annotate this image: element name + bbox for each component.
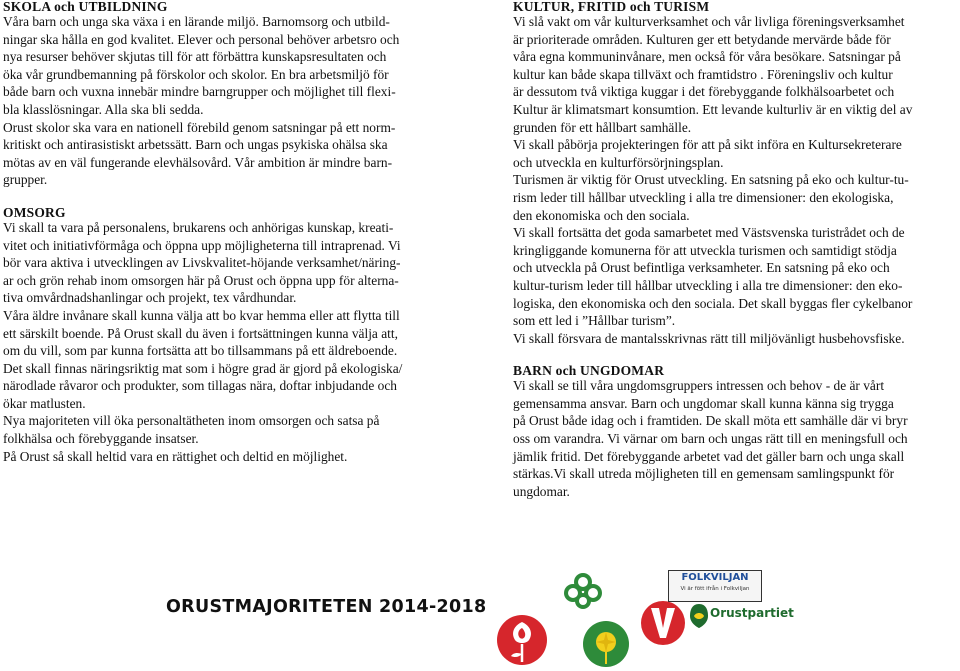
text-line: Vi skall försvara de mantalsskrivnas rätt till miljövänligt husbehovsfiske. [513, 330, 905, 346]
section-title-barn: BARN och UNGDOMAR [513, 363, 665, 379]
text-line: Våra barn och unga ska växa i en lärande miljö. Barnomsorg och utbild- [3, 14, 390, 29]
text-line: logiska, den ekonomiska och den sociala. Det skall byggas fler cykelbanor [513, 295, 913, 311]
text-line: Våra äldre invånare skall kunna välja att bo kvar hemma eller att flytta till [3, 307, 400, 323]
folkviljan-name: FOLKVILJAN [681, 572, 749, 583]
text-line: Vi skall ta vara på personalens, brukarens och anhörigas kunskap, kreati- [3, 219, 394, 235]
footer-title: ORUSTMAJORITETEN 2014-2018 [166, 597, 487, 617]
section-body-barn [513, 377, 958, 500]
text-line: På Orust så skall heltid vara en rättighet och deltid en möjlighet. [3, 448, 348, 464]
text-line: Vi skall påbörja projekteringen för att på sikt införa en Kultursekreterare [513, 137, 902, 153]
orustpartiet-emblem-icon [688, 602, 710, 630]
text-line: både barn och vuxna innebär mindre barngrupper och möjlighet till flexi- [3, 84, 396, 100]
text-line: jämlik fritid. Det förebyggande arbetet vad det gäller barn och unga skall [513, 448, 905, 464]
text-line: öka vår grundbemanning på förskolor och skolor. En bra arbetsmiljö för [3, 66, 389, 82]
text-line: stärkas.Vi skall utreda möjligheten till en gemensam samlingspunkt för [513, 466, 895, 482]
text-line: kringliggande komunerna för att utveckla turismen och samtidigt stödja [513, 242, 897, 258]
text-line: grunden för ett hållbart samhälle. [513, 119, 692, 135]
clover-logo [560, 568, 606, 614]
section-title-kultur: KULTUR, FRITID och TURISM [513, 0, 710, 14]
v-logo [640, 598, 686, 648]
orustpartiet-name: Orustpartiet [710, 606, 794, 620]
text-line: Vi skall se till våra ungdomsgruppers intressen och behov - de är vårt [513, 378, 885, 394]
text-line: Det skall finnas näringsriktig mat som i högre grad är gjord på ekologiska/ [3, 360, 403, 376]
text-line: folkhälsa och förebyggande insatser. [3, 431, 199, 447]
text-line: Kultur är klimatsmart konsumtion. Ett levande kulturliv är en viktig del av [513, 101, 913, 117]
text-line: rism leder till hållbar utveckling i alla tre dimensioner: den ekologiska, [513, 189, 894, 205]
orustpartiet-logo [688, 600, 794, 632]
text-line: ökar matlusten. [3, 395, 86, 411]
text-line: ar och grön rehab inom omsorgen här på Orust och öppna upp för alterna- [3, 272, 399, 288]
text-line: mötas av en väl fungerande elevhälsovård. Vår ambition är mindre barn- [3, 154, 393, 170]
text-line: ningar ska hålla en god kvalitet. Elever och personal behöver arbetsro och [3, 31, 400, 47]
text-line: på Orust både idag och i framtiden. De skall möta ett samhälle där vi bryr [513, 413, 908, 429]
section-body-kultur [513, 13, 958, 347]
text-line: kultur kan både skapa tillväxt och framtidstro . Föreningsliv och kultur [513, 66, 893, 82]
text-line: grupper. [3, 172, 48, 188]
text-line: gemensamma ansvar. Barn och ungdomar skall kunna känna sig trygga [513, 395, 894, 411]
text-line: och utveckla en kulturförsörjningsplan. [513, 154, 724, 170]
text-line: vitet och initiativförmåga och öppna upp möjligheterna till intraprenad. Vi [3, 237, 401, 253]
text-line: och utveckla på Orust befintliga verksamheter. En satsning på eko och [513, 260, 890, 276]
text-line: Vi skall fortsätta det goda samarbetet med Västsvenska turistrådet och de [513, 225, 905, 241]
text-line: våra egna kommuninvånare, men också för våra besökare. Satsningar på [513, 49, 901, 65]
text-line: Turismen är viktig för Orust utveckling. En satsning på eko och kultur-tu- [513, 172, 909, 188]
text-line: bla klasslösningar. Alla ska bli sedda. [3, 101, 204, 117]
text-line: är dessutom två viktiga kuggar i det förebyggande folkhälsoarbetet och [513, 84, 895, 100]
text-line: närodlade råvaror och produkter, som tillagas nära, doftar inbjudande och [3, 378, 397, 394]
text-line: om du vill, som par kunna fortsätta att bo tillsammans på ett äldreboende. [3, 343, 398, 359]
rose-logo [493, 612, 551, 667]
text-line: är prioriterade områden. Kulturen ger ett betydande mervärde både för [513, 31, 891, 47]
section-body-omsorg [3, 219, 450, 465]
text-line: kritiskt och antirasistiskt arbetssätt. Barn och ungas psykiska ohälsa ska [3, 137, 388, 153]
section-body-skola [3, 13, 450, 189]
text-line: den ekonomiska och den sociala. [513, 207, 690, 223]
spacer [513, 347, 958, 364]
dandelion-logo [577, 618, 635, 668]
text-line: nya resurser behöver skjutas till för att förbättra kunskapsresultaten och [3, 49, 387, 65]
spacer [3, 189, 450, 206]
section-title-skola: SKOLA och UTBILDNING [3, 0, 168, 14]
text-line: tiva omvårdnadshanlingar och projekt, tex vårdhundar. [3, 290, 297, 306]
text-line: som ett led i ”Hållbar turism”. [513, 313, 676, 329]
text-line: Vi slå vakt om vår kulturverksamhet och vår livliga föreningsverksamhet [513, 14, 905, 29]
text-line: kultur-turism leder till hållbar utveckling i alla tre dimensioner: den eko- [513, 277, 903, 293]
left-column [3, 0, 450, 465]
text-line: oss om varandra. Vi värnar om barn och ungas rätt till en meningsfull och [513, 431, 908, 447]
text-line: ungdomar. [513, 483, 570, 499]
folkviljan-logo [668, 570, 762, 602]
text-line: Orust skolor ska vara en nationell förebild genom satsningar på ett norm- [3, 119, 396, 135]
section-title-omsorg: OMSORG [3, 204, 66, 220]
text-line: Nya majoriteten vill öka personaltätheten inom omsorgen och satsa på [3, 413, 380, 429]
right-column [513, 0, 958, 500]
text-line: bör vara aktiva i utvecklingen av Livskvalitet-höjande verksamhet/näring- [3, 255, 401, 271]
folkviljan-tagline: Vi är fött ifrån i Folkviljan [680, 586, 750, 592]
text-line: ett särskilt boende. På Orust skall du även i fortsättningen kunna välja att, [3, 325, 398, 341]
